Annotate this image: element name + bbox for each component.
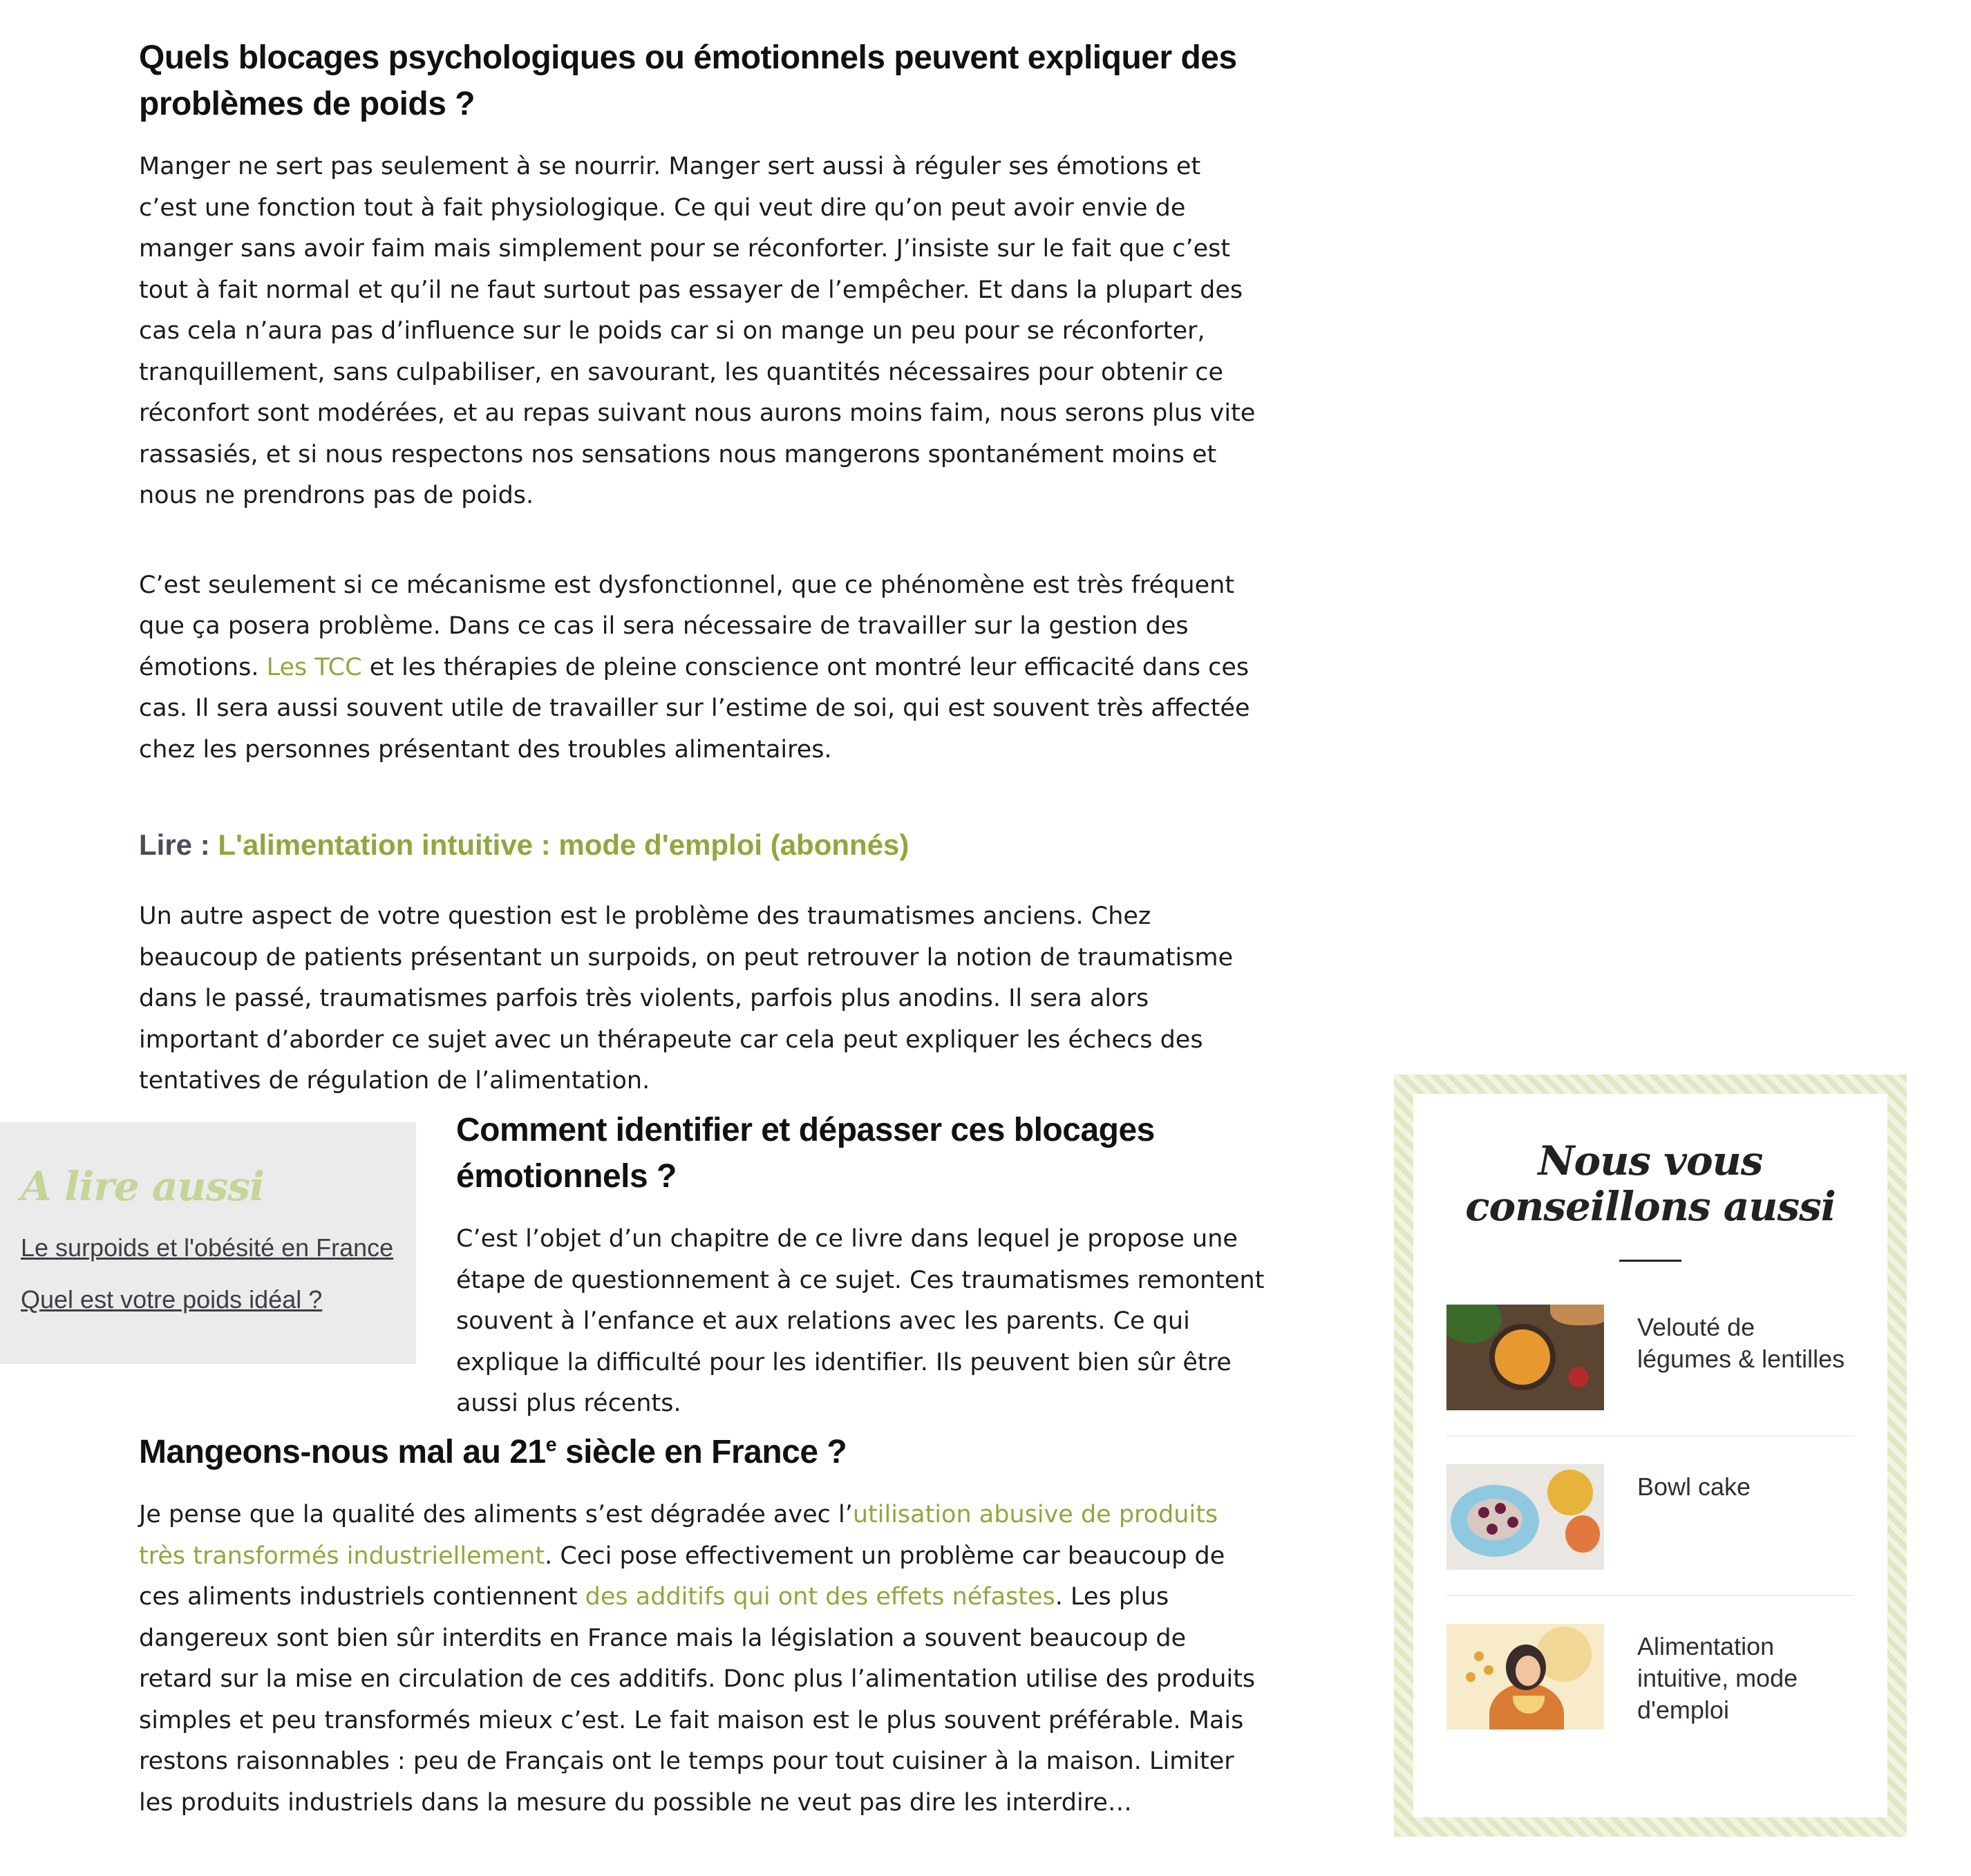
recommendation-title[interactable]: Velouté de légumes & lentilles	[1637, 1313, 1845, 1373]
tcc-link[interactable]: Les TCC	[266, 653, 362, 681]
bowl-cake-photo-icon[interactable]	[1446, 1464, 1604, 1570]
heading-text: siècle en France ?	[556, 1434, 847, 1470]
recommendations-inner	[1413, 1094, 1887, 1817]
soup-photo-icon[interactable]	[1446, 1305, 1604, 1410]
recommendation-item-alimentation-intuitive[interactable]	[1446, 1624, 1854, 1754]
woman-eating-illustration-icon[interactable]	[1446, 1624, 1604, 1730]
additives-link[interactable]: des additifs qui ont des effets néfastes	[585, 1583, 1055, 1611]
paragraph-text: Je pense que la qualité des aliments s’est dégradée avec l’	[139, 1501, 853, 1528]
read-also-line	[139, 824, 1265, 866]
read-also-title: A lire aussi	[21, 1163, 265, 1210]
read-also-link-poids-ideal[interactable]: Quel est votre poids idéal ?	[21, 1285, 323, 1314]
title-divider	[1619, 1260, 1681, 1262]
article-section-blocages	[139, 35, 1265, 1102]
paragraph-text: . Ceci pose effectivement un problème car beaucoup de ces aliments industriels contiennent	[139, 1542, 1225, 1611]
article-section-mangeons	[139, 1429, 1265, 1823]
paragraph: Manger ne sert pas seulement à se nourrir. Manger sert aussi à réguler ses émotions et c’est une fonction tout à fait physiologique. Ce qui veut dire qu’on peut avoir envie de manger sans avoir faim mais simplement pour se réconforter. J’insiste sur le fait que c’est tout à fait normal et qu’il ne faut surtout pas essayer de l’empêcher. Et dans la plupart des cas cela n’aura pas d’influence sur le poids car si on mange un peu pour se réconforter, tranquillement, sans culpabiliser, en savourant, les quantités nécessaires pour obtenir ce réconfort sont modérées, et au repas suivant nous aurons moins faim, nous serons plus vite rassasiés, et si nous respectons nos sensations nous mangerons spontanément moins et nous ne prendrons pas de poids.	[139, 153, 1256, 509]
paragraph-text: C’est seulement si ce mécanisme est dysfonctionnel, que ce phénomène est très fréquent que ça posera problème. Dans ce cas il sera nécessaire de travailler sur la gestion des émotions.	[139, 571, 1235, 681]
recommendations-title: Nous vous conseillons aussi	[1465, 1137, 1836, 1230]
paragraph-text: et les thérapies de pleine conscience ont montré leur efficacité dans ces cas. Il sera aussi souvent utile de travailler sur l’estime de soi, qui est souvent très affectée chez les personnes présentant des troubles alimentaires.	[139, 653, 1250, 764]
recommendation-title[interactable]: Alimentation intuitive, mode d'emploi	[1637, 1632, 1798, 1724]
section-heading: Comment identifier et dépasser ces blocages émotionnels ?	[456, 1112, 1155, 1195]
read-also-link-surpoids[interactable]: Le surpoids et l'obésité en France	[21, 1233, 394, 1262]
heading-sup: e	[545, 1434, 557, 1456]
recommendation-item-bowl-cake[interactable]	[1446, 1464, 1854, 1596]
read-prefix: Lire :	[139, 828, 218, 861]
recommendation-item-veloute[interactable]	[1446, 1305, 1854, 1437]
paragraph-text: . Les plus dangereux sont bien sûr interdits en France mais la législation a souvent beaucoup de retard sur la mise en circulation de ces additifs. Donc plus l’alimentation utilise des produits simples et peu transformés mieux c’est. Le fait maison est le plus souvent préférable. Mais restons raisonnables : peu de Français ont le temps pour tout cuisiner à la maison. Limiter les produits industriels dans la mesure du possible ne veut pas dire les interdire…	[139, 1583, 1256, 1817]
paragraph	[139, 1495, 1265, 1823]
recommendations-widget	[1394, 1074, 1907, 1837]
section-heading: Quels blocages psychologiques ou émotionnels peuvent expliquer des problèmes de poids ?	[139, 39, 1237, 122]
read-also-box	[0, 1122, 416, 1364]
heading-text: Mangeons-nous mal au 21	[139, 1434, 546, 1470]
processed-products-link[interactable]: utilisation abusive de produits très transformés industriellement	[139, 1501, 1218, 1570]
intuitive-eating-link[interactable]: L'alimentation intuitive : mode d'emploi (abonnés)	[218, 828, 909, 861]
paragraph	[139, 565, 1265, 771]
section-heading	[139, 1429, 1265, 1475]
recommendation-title[interactable]: Bowl cake	[1637, 1472, 1751, 1501]
article-section-identifier	[456, 1107, 1265, 1425]
paragraph: Un autre aspect de votre question est le problème des traumatismes anciens. Chez beaucoup de patients présentant un surpoids, on peut retrouver la notion de traumatisme dans le passé, traumatismes parfois très violents, parfois plus anodins. Il sera alors important d’aborder ce sujet avec un thérapeute car cela peut expliquer les échecs des tentatives de régulation de l’alimentation.	[139, 902, 1234, 1095]
paragraph: C’est l’objet d’un chapitre de ce livre dans lequel je propose une étape de questionnement à ce sujet. Ces traumatismes remontent souvent à l’enfance et aux relations avec les parents. Ce qui explique la difficulté pour les identifier. Ils peuvent bien sûr être aussi plus récents.	[456, 1225, 1265, 1417]
